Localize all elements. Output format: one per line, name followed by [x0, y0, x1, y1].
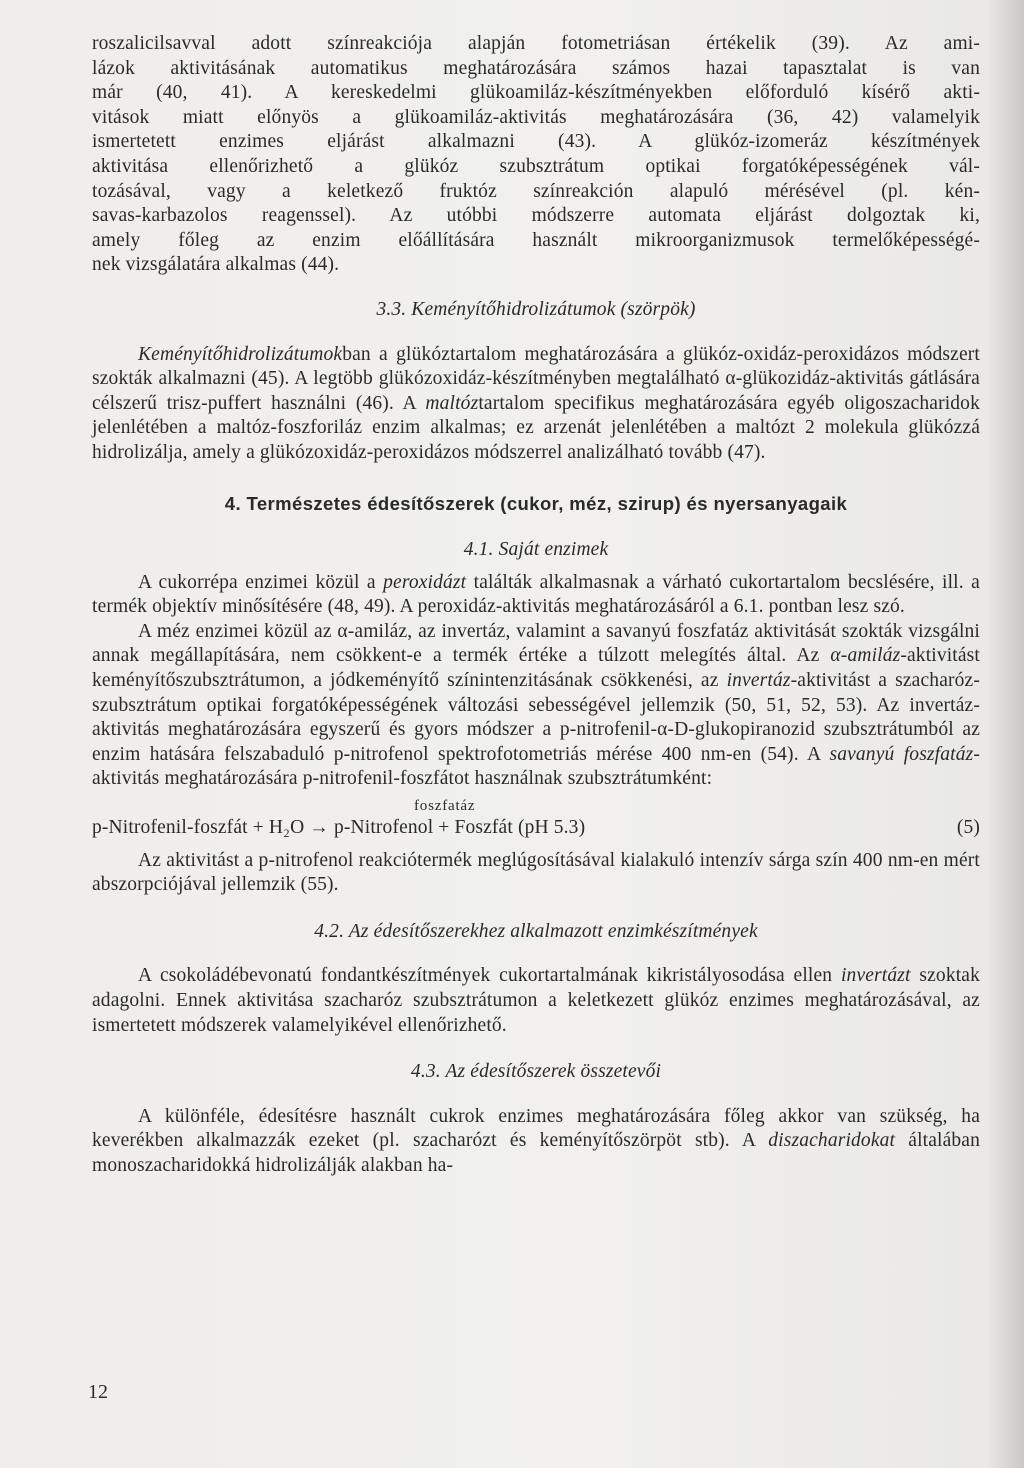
intro-line: ismertetett enzimes eljárást alkalmazni (43). A glükóz-izomeráz készítmények — [92, 131, 980, 153]
equation-number: (5) — [956, 817, 980, 839]
intro-line: tozásával, vagy a keletkező fruktóz színreakción alapuló mérésével (pl. kén- — [92, 180, 980, 202]
section-heading-4-2: 4.2. Az édesítőszerekhez alkalmazott enzimkészítmények — [314, 920, 758, 942]
page-edge-shadow — [990, 0, 1024, 1468]
italic-term: savanyú foszfatáz — [829, 743, 974, 765]
italic-term: invertáz — [726, 670, 791, 692]
intro-line: vitások miatt előnyös a glükoamiláz-aktivitás meghatározására (36, 42) valamelyik — [92, 106, 980, 128]
italic-term: peroxidázt — [383, 571, 467, 593]
equation-enzyme-label: foszfatáz — [414, 798, 476, 815]
intro-line: lázok aktivitásának automatikus meghatározására számos hazai tapasztalat is van — [92, 57, 980, 79]
paragraph-4-1-a: A cukorrépa enzimei közül a peroxidázt találták alkalmasnak a várható cukortartalom becslésére, ill. a termék objektív minősítésére (48, 49). A peroxidáz-aktivitás meghatározásáról a 6.1. pontban lesz szó. — [92, 571, 980, 618]
paragraph-4-3: A különféle, édesítésre használt cukrok enzimes meghatározására főleg akkor van szükség, ha keverékben alkalmazzák ezeket (pl. szacharózt és keményítőszörpöt stb). A diszacharidokat általában monoszacharidokká hidrolizálják alakban ha- — [92, 1105, 981, 1176]
intro-line: nek vizsgálatára alkalmas (44). — [92, 254, 340, 276]
paragraph-3-3: Keményítőhidrolizátumokban a glükóztartalom meghatározására a glükóz-oxidáz-peroxidázos módszert szokták alkalmazni (45). A legtöbb glükózoxidáz-készítményben megtalálható α-glükozidáz-aktivitás gátlására célszerű trisz-puffert használni (46). A maltóztartalom specifikus meghatározására egyéb oligoszacharidok jelenlétében a maltóz-foszforiláz enzim alkalmas; ez arzenát jelenlétében a maltózt 2 molekula glükózzá hidrolizálja, amely a glükózoxidáz-peroxidázos módszerrel analizálható tovább (47). — [92, 343, 980, 463]
text-column — [92, 32, 980, 1179]
italic-term: diszacharidokat — [768, 1130, 896, 1152]
italic-term: invertázt — [840, 965, 911, 987]
equation-5 — [92, 816, 980, 841]
intro-line: aktivitása ellenőrizhető a glükóz szubsztrátum optikai forgatóképességének vál- — [92, 155, 980, 177]
intro-line: amely főleg az enzim előállítására használt mikroorganizmusok termelőképességé- — [92, 229, 980, 251]
paragraph-4-2: A csokoládébevonatú fondantkészítmények cukortartalmának kikristályosodása ellen invertázt szoktak adagolni. Ennek aktivitása szacharóz szubsztrátumon a keletkezett glükóz enzimes meghatározásával, az ismertetett módszerek valamelyikével ellenőrizhető. — [92, 965, 980, 1036]
equation-body: p-Nitrofenil-foszfát + H₂O → p-Nitrofenol + Foszfát (pH 5.3) — [92, 817, 586, 839]
intro-line: savas-karbazolos reagenssel). Az utóbbi módszerre automata eljárást dolgoztak ki, — [92, 205, 980, 227]
intro-paragraph — [92, 32, 980, 278]
chapter-heading-4: 4. Természetes édesítőszerek (cukor, méz, szirup) és nyersanyagaik — [224, 492, 848, 514]
page-number: 12 — [88, 1381, 108, 1403]
paragraph-4-1-c: Az aktivitást a p-nitrofenol reakciótermék meglúgosításával kialakuló intenzív sárga szín 400 nm-en mért abszorpciójával jellemzik (55). — [92, 849, 980, 896]
italic-term: α-amiláz — [830, 645, 901, 667]
section-heading-3-3: 3.3. Keményítőhidrolizátumok (szörpök) — [376, 298, 696, 320]
paragraph-4-1-b: A méz enzimei közül az α-amiláz, az invertáz, valamint a savanyú foszfatáz aktivitását szokták vizsgálni annak megállapítására, nem csökkent-e a termék értéke a túlzott melegítés által. Az α-amiláz-aktivitást keményítőszubsztrátumon, a jódkeményítő színintenzitásának csökkenési, az invertáz-aktivitást a szacharóz-szubsztrátum optikai forgatóképességének változási sebességével jellemzik (50, 51, 52, 53). Az invertáz-aktivitás meghatározására egyszerű és gyors módszer a p-nitrofenil-α-D-glukopiranozid szubsztrátumból az enzim hatására felszabaduló p-nitrofenol spektrofotometriás mérése 400 nm-en (54). A savanyú foszfatáz-aktivitás meghatározására p-nitrofenil-foszfátot használnak szubsztrátumként: — [92, 620, 980, 790]
italic-term: Keményítőhidrolizátumok — [138, 343, 343, 365]
section-heading-4-1: 4.1. Saját enzimek — [463, 539, 609, 561]
section-heading-4-3: 4.3. Az édesítőszerek összetevői — [410, 1061, 662, 1083]
italic-term: maltóz — [425, 392, 479, 414]
intro-line: roszalicilsavval adott színreakciója alapján fotometriásan értékelik (39). Az ami- — [92, 33, 980, 54]
intro-line: már (40, 41). A kereskedelmi glükoamiláz-készítményekben előforduló kísérő akti- — [92, 82, 980, 104]
